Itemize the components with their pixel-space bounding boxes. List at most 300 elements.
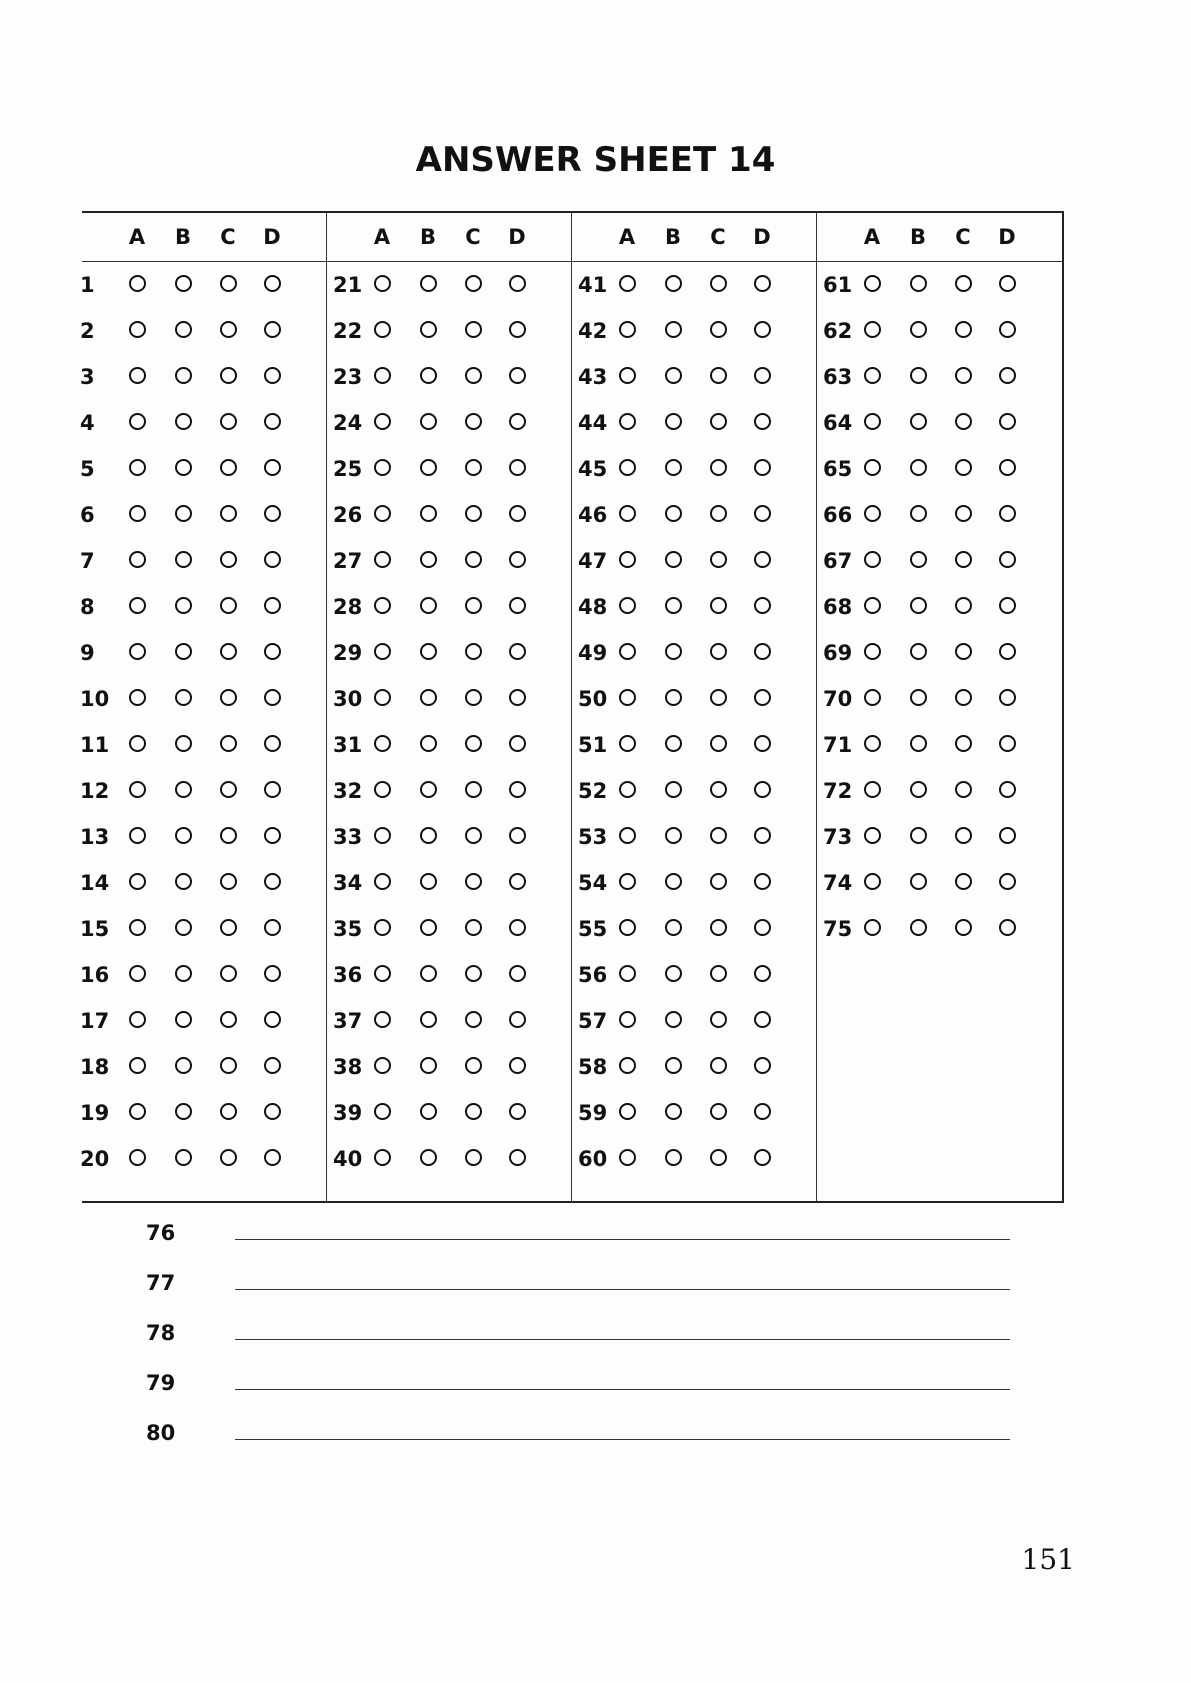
answer-bubble[interactable] <box>129 827 146 844</box>
answer-bubble[interactable] <box>955 873 972 890</box>
answer-bubble[interactable] <box>129 873 146 890</box>
answer-bubble[interactable] <box>864 275 881 292</box>
answer-bubble[interactable] <box>710 689 727 706</box>
answer-bubble[interactable] <box>264 643 281 660</box>
answer-bubble[interactable] <box>264 735 281 752</box>
answer-bubble[interactable] <box>175 321 192 338</box>
answer-bubble[interactable] <box>999 505 1016 522</box>
answer-bubble[interactable] <box>619 1103 636 1120</box>
answer-bubble[interactable] <box>754 643 771 660</box>
answer-bubble[interactable] <box>710 551 727 568</box>
answer-bubble[interactable] <box>710 1057 727 1074</box>
answer-bubble[interactable] <box>665 1149 682 1166</box>
answer-bubble[interactable] <box>420 1011 437 1028</box>
answer-bubble[interactable] <box>509 919 526 936</box>
answer-bubble[interactable] <box>374 689 391 706</box>
answer-bubble[interactable] <box>955 827 972 844</box>
answer-bubble[interactable] <box>955 781 972 798</box>
answer-bubble[interactable] <box>420 597 437 614</box>
answer-bubble[interactable] <box>710 827 727 844</box>
answer-bubble[interactable] <box>754 597 771 614</box>
answer-bubble[interactable] <box>665 873 682 890</box>
answer-bubble[interactable] <box>864 367 881 384</box>
answer-bubble[interactable] <box>374 367 391 384</box>
answer-bubble[interactable] <box>710 1103 727 1120</box>
answer-bubble[interactable] <box>129 551 146 568</box>
answer-bubble[interactable] <box>619 459 636 476</box>
answer-bubble[interactable] <box>619 413 636 430</box>
answer-bubble[interactable] <box>955 689 972 706</box>
answer-bubble[interactable] <box>264 321 281 338</box>
answer-bubble[interactable] <box>619 597 636 614</box>
answer-bubble[interactable] <box>374 551 391 568</box>
answer-bubble[interactable] <box>864 597 881 614</box>
answer-bubble[interactable] <box>955 505 972 522</box>
answer-bubble[interactable] <box>754 919 771 936</box>
answer-bubble[interactable] <box>665 505 682 522</box>
answer-bubble[interactable] <box>220 1057 237 1074</box>
answer-bubble[interactable] <box>619 781 636 798</box>
answer-bubble[interactable] <box>619 919 636 936</box>
answer-bubble[interactable] <box>710 459 727 476</box>
answer-bubble[interactable] <box>175 275 192 292</box>
answer-bubble[interactable] <box>220 367 237 384</box>
answer-bubble[interactable] <box>754 275 771 292</box>
answer-bubble[interactable] <box>420 551 437 568</box>
answer-bubble[interactable] <box>175 827 192 844</box>
answer-bubble[interactable] <box>420 505 437 522</box>
answer-bubble[interactable] <box>264 505 281 522</box>
answer-bubble[interactable] <box>129 367 146 384</box>
answer-bubble[interactable] <box>129 919 146 936</box>
answer-bubble[interactable] <box>465 827 482 844</box>
answer-bubble[interactable] <box>665 965 682 982</box>
answer-bubble[interactable] <box>665 597 682 614</box>
answer-bubble[interactable] <box>999 643 1016 660</box>
answer-bubble[interactable] <box>220 1103 237 1120</box>
answer-bubble[interactable] <box>129 505 146 522</box>
answer-bubble[interactable] <box>374 413 391 430</box>
answer-bubble[interactable] <box>129 1011 146 1028</box>
answer-bubble[interactable] <box>665 827 682 844</box>
answer-bubble[interactable] <box>175 919 192 936</box>
answer-bubble[interactable] <box>175 1103 192 1120</box>
answer-bubble[interactable] <box>754 1149 771 1166</box>
answer-bubble[interactable] <box>710 367 727 384</box>
answer-bubble[interactable] <box>910 505 927 522</box>
answer-bubble[interactable] <box>175 551 192 568</box>
answer-bubble[interactable] <box>619 551 636 568</box>
answer-bubble[interactable] <box>129 643 146 660</box>
answer-bubble[interactable] <box>955 735 972 752</box>
answer-bubble[interactable] <box>264 689 281 706</box>
answer-bubble[interactable] <box>955 551 972 568</box>
answer-bubble[interactable] <box>864 413 881 430</box>
answer-bubble[interactable] <box>665 643 682 660</box>
answer-bubble[interactable] <box>175 689 192 706</box>
answer-bubble[interactable] <box>420 1149 437 1166</box>
answer-bubble[interactable] <box>999 321 1016 338</box>
answer-bubble[interactable] <box>754 367 771 384</box>
answer-bubble[interactable] <box>175 781 192 798</box>
answer-bubble[interactable] <box>665 413 682 430</box>
answer-bubble[interactable] <box>710 275 727 292</box>
answer-bubble[interactable] <box>754 459 771 476</box>
answer-bubble[interactable] <box>754 689 771 706</box>
answer-bubble[interactable] <box>175 735 192 752</box>
answer-bubble[interactable] <box>910 367 927 384</box>
answer-bubble[interactable] <box>465 275 482 292</box>
answer-bubble[interactable] <box>864 321 881 338</box>
answer-bubble[interactable] <box>129 275 146 292</box>
answer-bubble[interactable] <box>509 1149 526 1166</box>
answer-bubble[interactable] <box>910 689 927 706</box>
answer-bubble[interactable] <box>710 1149 727 1166</box>
answer-bubble[interactable] <box>220 413 237 430</box>
written-answer-line[interactable] <box>235 1389 1010 1390</box>
answer-bubble[interactable] <box>955 413 972 430</box>
answer-bubble[interactable] <box>465 413 482 430</box>
answer-bubble[interactable] <box>754 505 771 522</box>
answer-bubble[interactable] <box>864 505 881 522</box>
answer-bubble[interactable] <box>374 735 391 752</box>
answer-bubble[interactable] <box>710 735 727 752</box>
answer-bubble[interactable] <box>129 1103 146 1120</box>
answer-bubble[interactable] <box>374 459 391 476</box>
answer-bubble[interactable] <box>619 735 636 752</box>
answer-bubble[interactable] <box>710 413 727 430</box>
answer-bubble[interactable] <box>129 965 146 982</box>
answer-bubble[interactable] <box>999 689 1016 706</box>
answer-bubble[interactable] <box>264 413 281 430</box>
answer-bubble[interactable] <box>754 873 771 890</box>
answer-bubble[interactable] <box>420 873 437 890</box>
answer-bubble[interactable] <box>910 919 927 936</box>
answer-bubble[interactable] <box>754 735 771 752</box>
answer-bubble[interactable] <box>465 643 482 660</box>
answer-bubble[interactable] <box>754 1057 771 1074</box>
answer-bubble[interactable] <box>420 919 437 936</box>
answer-bubble[interactable] <box>220 643 237 660</box>
answer-bubble[interactable] <box>710 321 727 338</box>
answer-bubble[interactable] <box>910 551 927 568</box>
answer-bubble[interactable] <box>420 965 437 982</box>
answer-bubble[interactable] <box>864 827 881 844</box>
answer-bubble[interactable] <box>910 873 927 890</box>
answer-bubble[interactable] <box>175 873 192 890</box>
answer-bubble[interactable] <box>619 1149 636 1166</box>
answer-bubble[interactable] <box>465 873 482 890</box>
answer-bubble[interactable] <box>509 827 526 844</box>
answer-bubble[interactable] <box>220 827 237 844</box>
answer-bubble[interactable] <box>665 781 682 798</box>
answer-bubble[interactable] <box>999 597 1016 614</box>
answer-bubble[interactable] <box>754 551 771 568</box>
answer-bubble[interactable] <box>864 689 881 706</box>
answer-bubble[interactable] <box>465 689 482 706</box>
answer-bubble[interactable] <box>619 1057 636 1074</box>
answer-bubble[interactable] <box>509 643 526 660</box>
answer-bubble[interactable] <box>619 643 636 660</box>
answer-bubble[interactable] <box>509 275 526 292</box>
answer-bubble[interactable] <box>864 781 881 798</box>
answer-bubble[interactable] <box>264 1149 281 1166</box>
answer-bubble[interactable] <box>955 367 972 384</box>
answer-bubble[interactable] <box>619 275 636 292</box>
answer-bubble[interactable] <box>465 597 482 614</box>
answer-bubble[interactable] <box>864 459 881 476</box>
answer-bubble[interactable] <box>619 505 636 522</box>
answer-bubble[interactable] <box>955 597 972 614</box>
answer-bubble[interactable] <box>509 781 526 798</box>
answer-bubble[interactable] <box>465 1057 482 1074</box>
answer-bubble[interactable] <box>420 689 437 706</box>
answer-bubble[interactable] <box>955 275 972 292</box>
answer-bubble[interactable] <box>264 781 281 798</box>
answer-bubble[interactable] <box>864 735 881 752</box>
answer-bubble[interactable] <box>465 919 482 936</box>
answer-bubble[interactable] <box>175 413 192 430</box>
answer-bubble[interactable] <box>175 1011 192 1028</box>
answer-bubble[interactable] <box>264 275 281 292</box>
answer-bubble[interactable] <box>665 459 682 476</box>
answer-bubble[interactable] <box>175 459 192 476</box>
answer-bubble[interactable] <box>509 459 526 476</box>
answer-bubble[interactable] <box>175 597 192 614</box>
answer-bubble[interactable] <box>129 321 146 338</box>
answer-bubble[interactable] <box>374 597 391 614</box>
answer-bubble[interactable] <box>264 1011 281 1028</box>
answer-bubble[interactable] <box>999 873 1016 890</box>
answer-bubble[interactable] <box>374 321 391 338</box>
answer-bubble[interactable] <box>509 873 526 890</box>
answer-bubble[interactable] <box>509 321 526 338</box>
answer-bubble[interactable] <box>665 321 682 338</box>
answer-bubble[interactable] <box>465 781 482 798</box>
answer-bubble[interactable] <box>264 597 281 614</box>
answer-bubble[interactable] <box>665 551 682 568</box>
answer-bubble[interactable] <box>710 505 727 522</box>
answer-bubble[interactable] <box>999 413 1016 430</box>
answer-bubble[interactable] <box>955 919 972 936</box>
answer-bubble[interactable] <box>374 873 391 890</box>
answer-bubble[interactable] <box>129 459 146 476</box>
answer-bubble[interactable] <box>420 413 437 430</box>
answer-bubble[interactable] <box>420 643 437 660</box>
answer-bubble[interactable] <box>465 367 482 384</box>
answer-bubble[interactable] <box>754 1011 771 1028</box>
answer-bubble[interactable] <box>665 1011 682 1028</box>
answer-bubble[interactable] <box>129 689 146 706</box>
written-answer-line[interactable] <box>235 1339 1010 1340</box>
answer-bubble[interactable] <box>264 551 281 568</box>
answer-bubble[interactable] <box>910 459 927 476</box>
answer-bubble[interactable] <box>374 275 391 292</box>
answer-bubble[interactable] <box>129 781 146 798</box>
answer-bubble[interactable] <box>910 413 927 430</box>
answer-bubble[interactable] <box>129 1057 146 1074</box>
answer-bubble[interactable] <box>220 459 237 476</box>
answer-bubble[interactable] <box>264 1103 281 1120</box>
answer-bubble[interactable] <box>999 275 1016 292</box>
answer-bubble[interactable] <box>420 1057 437 1074</box>
answer-bubble[interactable] <box>710 965 727 982</box>
answer-bubble[interactable] <box>374 1103 391 1120</box>
answer-bubble[interactable] <box>220 965 237 982</box>
answer-bubble[interactable] <box>175 1149 192 1166</box>
answer-bubble[interactable] <box>999 735 1016 752</box>
answer-bubble[interactable] <box>220 1149 237 1166</box>
answer-bubble[interactable] <box>910 827 927 844</box>
answer-bubble[interactable] <box>465 1103 482 1120</box>
answer-bubble[interactable] <box>619 827 636 844</box>
answer-bubble[interactable] <box>264 827 281 844</box>
answer-bubble[interactable] <box>710 1011 727 1028</box>
answer-bubble[interactable] <box>420 321 437 338</box>
answer-bubble[interactable] <box>710 919 727 936</box>
answer-bubble[interactable] <box>220 505 237 522</box>
answer-bubble[interactable] <box>910 597 927 614</box>
answer-bubble[interactable] <box>220 689 237 706</box>
answer-bubble[interactable] <box>665 275 682 292</box>
answer-bubble[interactable] <box>374 827 391 844</box>
answer-bubble[interactable] <box>264 965 281 982</box>
answer-bubble[interactable] <box>619 367 636 384</box>
answer-bubble[interactable] <box>264 919 281 936</box>
answer-bubble[interactable] <box>175 505 192 522</box>
written-answer-line[interactable] <box>235 1239 1010 1240</box>
answer-bubble[interactable] <box>509 413 526 430</box>
answer-bubble[interactable] <box>665 1103 682 1120</box>
answer-bubble[interactable] <box>420 275 437 292</box>
answer-bubble[interactable] <box>175 643 192 660</box>
answer-bubble[interactable] <box>665 367 682 384</box>
answer-bubble[interactable] <box>999 551 1016 568</box>
answer-bubble[interactable] <box>999 367 1016 384</box>
answer-bubble[interactable] <box>264 1057 281 1074</box>
answer-bubble[interactable] <box>465 735 482 752</box>
answer-bubble[interactable] <box>999 781 1016 798</box>
answer-bubble[interactable] <box>220 321 237 338</box>
answer-bubble[interactable] <box>619 321 636 338</box>
answer-bubble[interactable] <box>220 597 237 614</box>
answer-bubble[interactable] <box>509 367 526 384</box>
answer-bubble[interactable] <box>509 965 526 982</box>
answer-bubble[interactable] <box>754 827 771 844</box>
answer-bubble[interactable] <box>910 735 927 752</box>
answer-bubble[interactable] <box>619 689 636 706</box>
answer-bubble[interactable] <box>420 827 437 844</box>
written-answer-line[interactable] <box>235 1439 1010 1440</box>
answer-bubble[interactable] <box>910 275 927 292</box>
answer-bubble[interactable] <box>619 873 636 890</box>
answer-bubble[interactable] <box>465 321 482 338</box>
answer-bubble[interactable] <box>864 643 881 660</box>
answer-bubble[interactable] <box>374 965 391 982</box>
answer-bubble[interactable] <box>710 873 727 890</box>
answer-bubble[interactable] <box>175 367 192 384</box>
answer-bubble[interactable] <box>264 873 281 890</box>
answer-bubble[interactable] <box>509 551 526 568</box>
answer-bubble[interactable] <box>465 1149 482 1166</box>
answer-bubble[interactable] <box>220 919 237 936</box>
answer-bubble[interactable] <box>710 597 727 614</box>
answer-bubble[interactable] <box>465 459 482 476</box>
answer-bubble[interactable] <box>420 735 437 752</box>
answer-bubble[interactable] <box>619 1011 636 1028</box>
answer-bubble[interactable] <box>465 505 482 522</box>
answer-bubble[interactable] <box>220 275 237 292</box>
answer-bubble[interactable] <box>864 919 881 936</box>
answer-bubble[interactable] <box>129 413 146 430</box>
answer-bubble[interactable] <box>264 459 281 476</box>
answer-bubble[interactable] <box>465 1011 482 1028</box>
answer-bubble[interactable] <box>999 919 1016 936</box>
answer-bubble[interactable] <box>175 1057 192 1074</box>
answer-bubble[interactable] <box>129 1149 146 1166</box>
answer-bubble[interactable] <box>420 459 437 476</box>
answer-bubble[interactable] <box>665 735 682 752</box>
answer-bubble[interactable] <box>509 735 526 752</box>
answer-bubble[interactable] <box>374 643 391 660</box>
written-answer-line[interactable] <box>235 1289 1010 1290</box>
answer-bubble[interactable] <box>465 965 482 982</box>
answer-bubble[interactable] <box>999 827 1016 844</box>
answer-bubble[interactable] <box>999 459 1016 476</box>
answer-bubble[interactable] <box>374 919 391 936</box>
answer-bubble[interactable] <box>665 919 682 936</box>
answer-bubble[interactable] <box>754 781 771 798</box>
answer-bubble[interactable] <box>420 367 437 384</box>
answer-bubble[interactable] <box>754 321 771 338</box>
answer-bubble[interactable] <box>509 597 526 614</box>
answer-bubble[interactable] <box>509 1057 526 1074</box>
answer-bubble[interactable] <box>220 873 237 890</box>
answer-bubble[interactable] <box>175 965 192 982</box>
answer-bubble[interactable] <box>374 505 391 522</box>
answer-bubble[interactable] <box>374 1057 391 1074</box>
answer-bubble[interactable] <box>754 413 771 430</box>
answer-bubble[interactable] <box>509 689 526 706</box>
answer-bubble[interactable] <box>509 1011 526 1028</box>
answer-bubble[interactable] <box>910 321 927 338</box>
answer-bubble[interactable] <box>129 735 146 752</box>
answer-bubble[interactable] <box>710 643 727 660</box>
answer-bubble[interactable] <box>220 735 237 752</box>
answer-bubble[interactable] <box>864 551 881 568</box>
answer-bubble[interactable] <box>509 505 526 522</box>
answer-bubble[interactable] <box>220 781 237 798</box>
answer-bubble[interactable] <box>754 1103 771 1120</box>
answer-bubble[interactable] <box>864 873 881 890</box>
answer-bubble[interactable] <box>754 965 771 982</box>
answer-bubble[interactable] <box>619 965 636 982</box>
answer-bubble[interactable] <box>710 781 727 798</box>
answer-bubble[interactable] <box>220 551 237 568</box>
answer-bubble[interactable] <box>420 1103 437 1120</box>
answer-bubble[interactable] <box>465 551 482 568</box>
answer-bubble[interactable] <box>374 1149 391 1166</box>
answer-bubble[interactable] <box>264 367 281 384</box>
answer-bubble[interactable] <box>374 1011 391 1028</box>
answer-bubble[interactable] <box>665 689 682 706</box>
answer-bubble[interactable] <box>129 597 146 614</box>
answer-bubble[interactable] <box>509 1103 526 1120</box>
answer-bubble[interactable] <box>420 781 437 798</box>
answer-bubble[interactable] <box>374 781 391 798</box>
answer-bubble[interactable] <box>665 1057 682 1074</box>
answer-bubble[interactable] <box>955 321 972 338</box>
